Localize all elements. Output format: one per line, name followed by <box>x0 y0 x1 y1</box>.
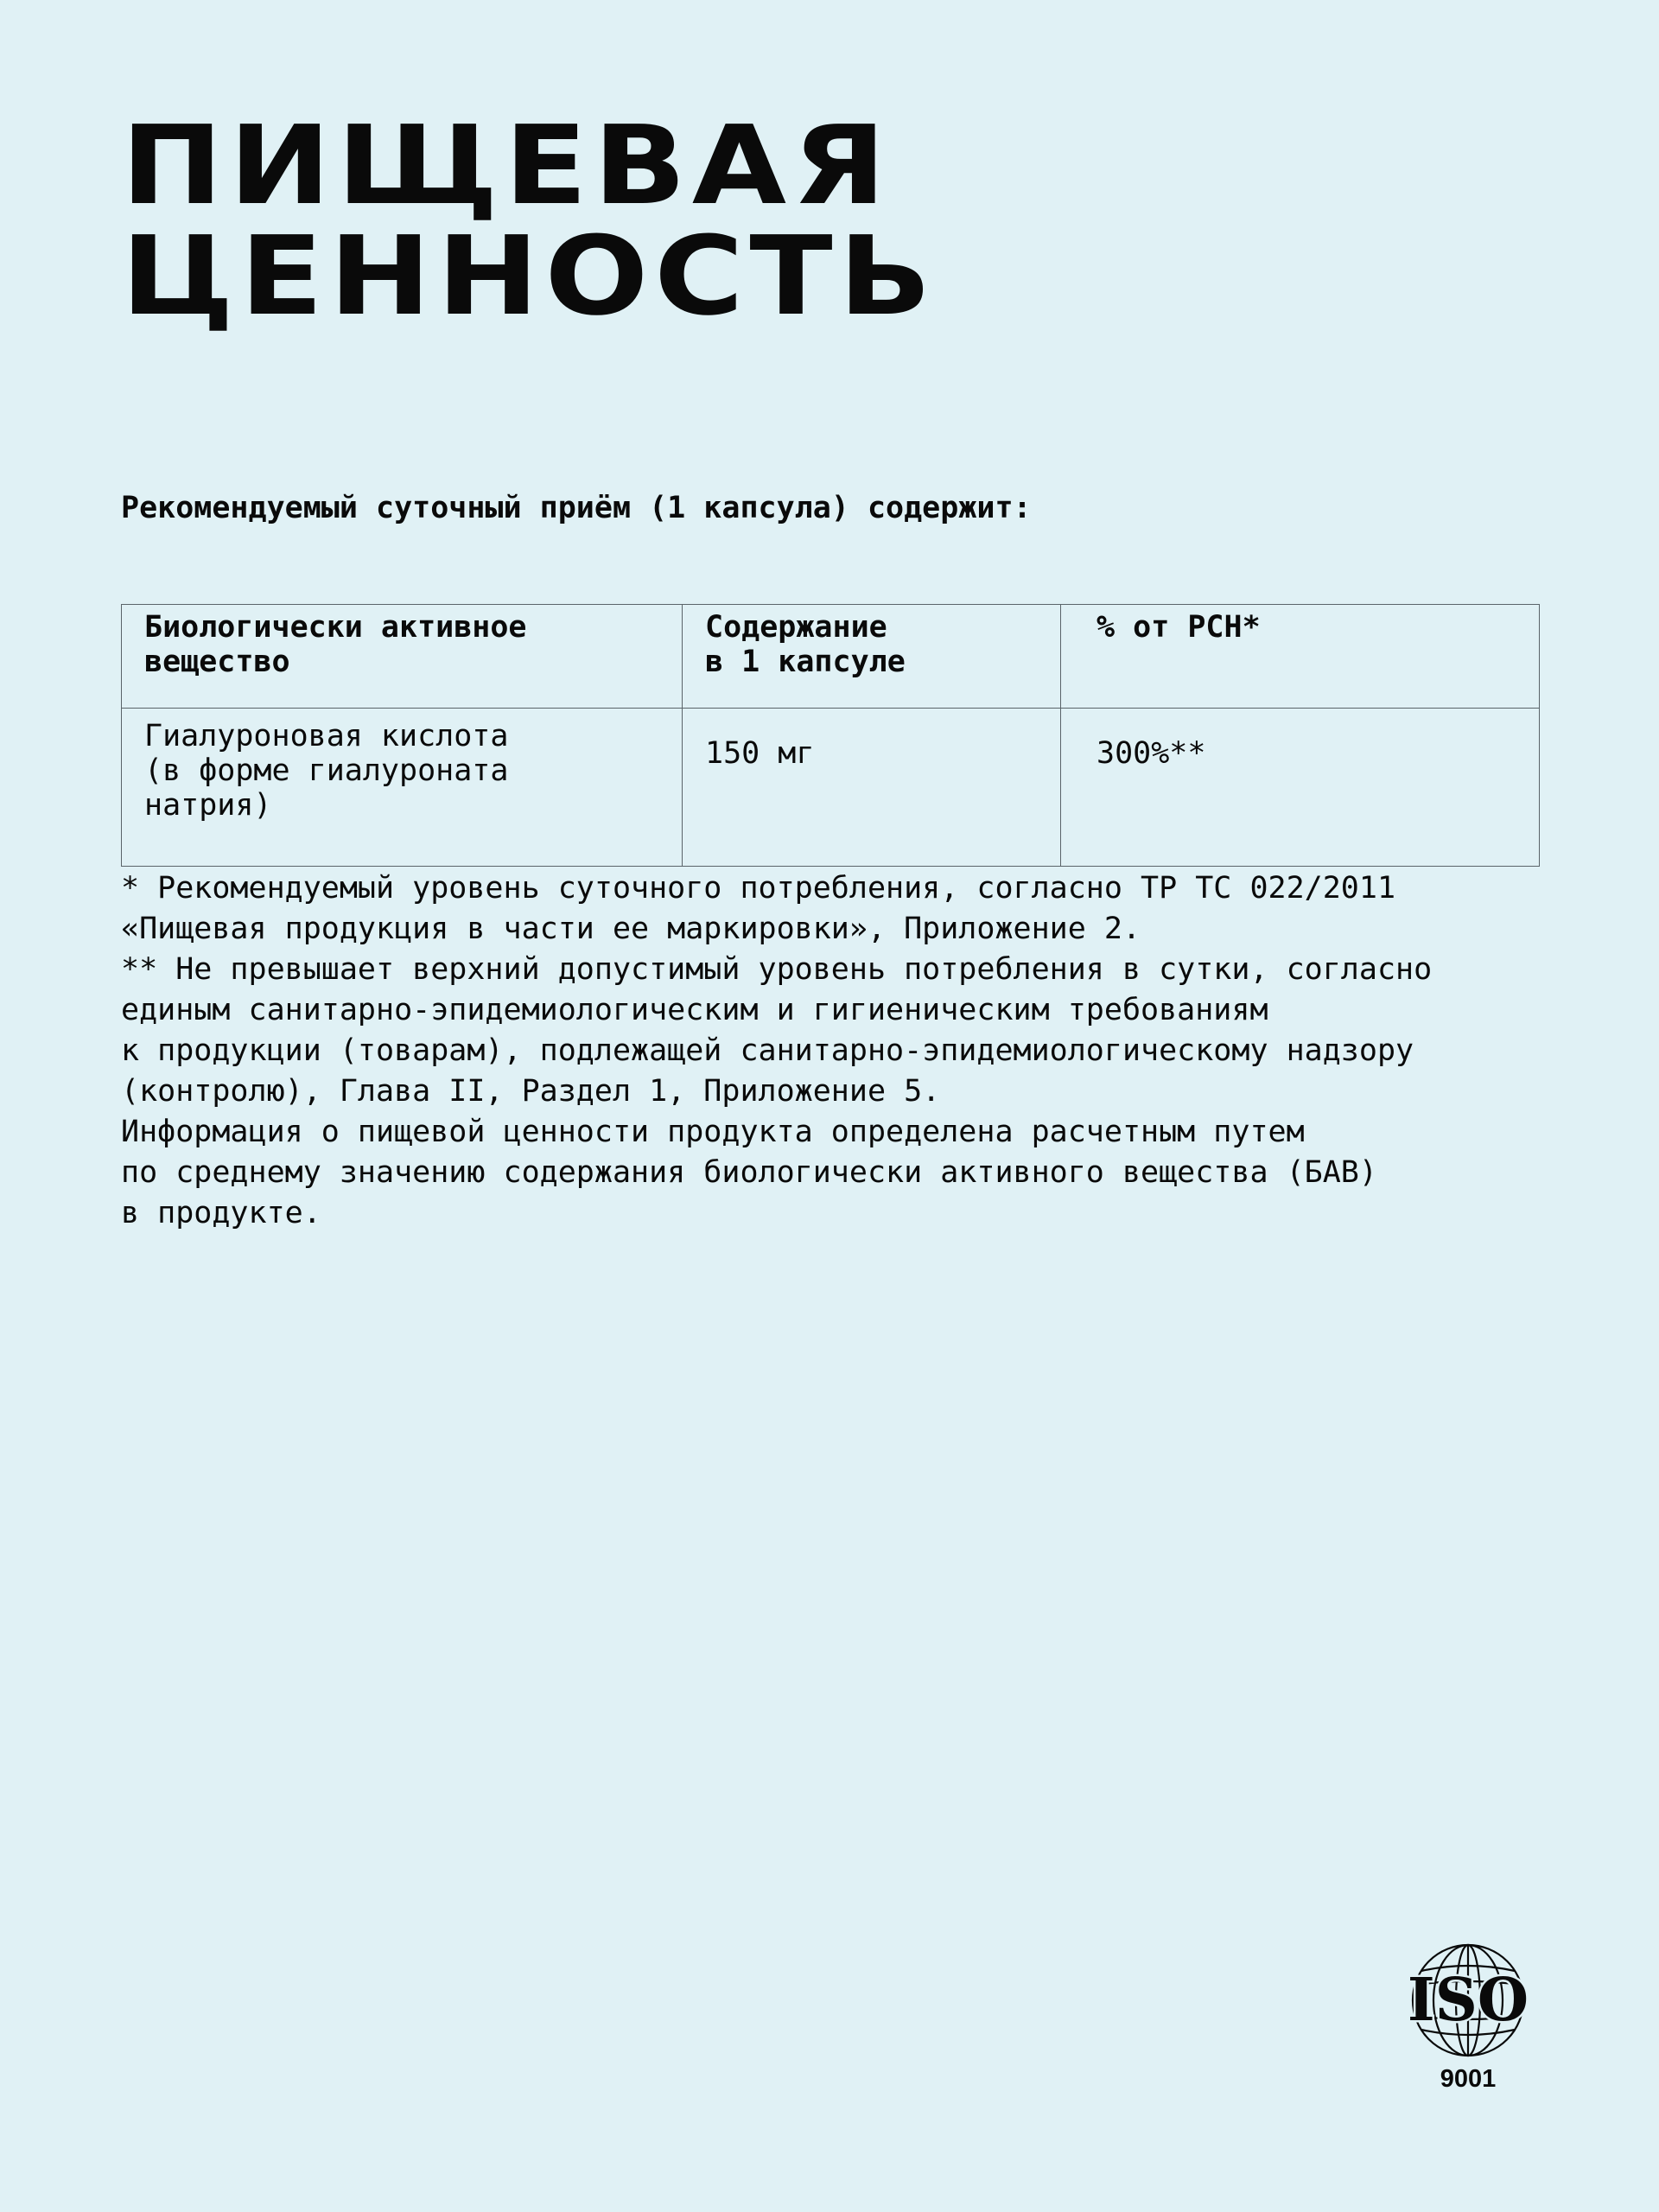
footnote-line: ** Не превышает верхний допустимый уровень потребления в сутки, согласно <box>121 952 1433 987</box>
page-title-line-1: ПИЩЕВАЯ <box>121 102 893 229</box>
footnote-line: в продукте. <box>121 1196 321 1230</box>
cell-substance: Гиалуроновая кислота (в форме гиалуроната натрия) <box>122 709 683 867</box>
header-percent-rsn: % от РСН* <box>1061 605 1540 709</box>
footnote-line: * Рекомендуемый уровень суточного потребления, согласно ТР ТС 022/2011 <box>121 871 1396 906</box>
iso-9001-logo <box>1395 1940 1541 2095</box>
footnote-line: «Пищевая продукция в части ее маркировки», Приложение 2. <box>121 912 1141 946</box>
footnotes <box>121 868 1432 1234</box>
footnote-line: единым санитарно-эпидемиологическим и гигиеническим требованиям <box>121 993 1268 1027</box>
intro-text: Рекомендуемый суточный приём (1 капсула) содержит: <box>121 491 1032 525</box>
iso-code: 9001 <box>1440 2065 1497 2093</box>
table-header-row <box>122 605 1540 709</box>
header-content: Содержание в 1 капсуле <box>683 605 1061 709</box>
nutrition-table <box>121 604 1540 867</box>
header-substance: Биологически активное вещество <box>122 605 683 709</box>
cell-content: 150 мг <box>683 709 1061 867</box>
footnote-line: к продукции (товарам), подлежащей санитарно-эпидемиологическому надзору <box>121 1033 1414 1068</box>
iso-globe-icon <box>1395 1940 1541 2061</box>
footnote-line: Информация о пищевой ценности продукта определена расчетным путем <box>121 1115 1305 1149</box>
page-title <box>121 102 938 340</box>
page-title-line-2: ЦЕННОСТЬ <box>121 213 938 340</box>
iso-logo-text: ISO <box>1407 1966 1529 2035</box>
footnote-line: по среднему значению содержания биологически активного вещества (БАВ) <box>121 1155 1377 1190</box>
cell-percent-rsn: 300%** <box>1061 709 1540 867</box>
table-row <box>122 709 1540 867</box>
footnote-line: (контролю), Глава II, Раздел 1, Приложение 5. <box>121 1074 941 1109</box>
